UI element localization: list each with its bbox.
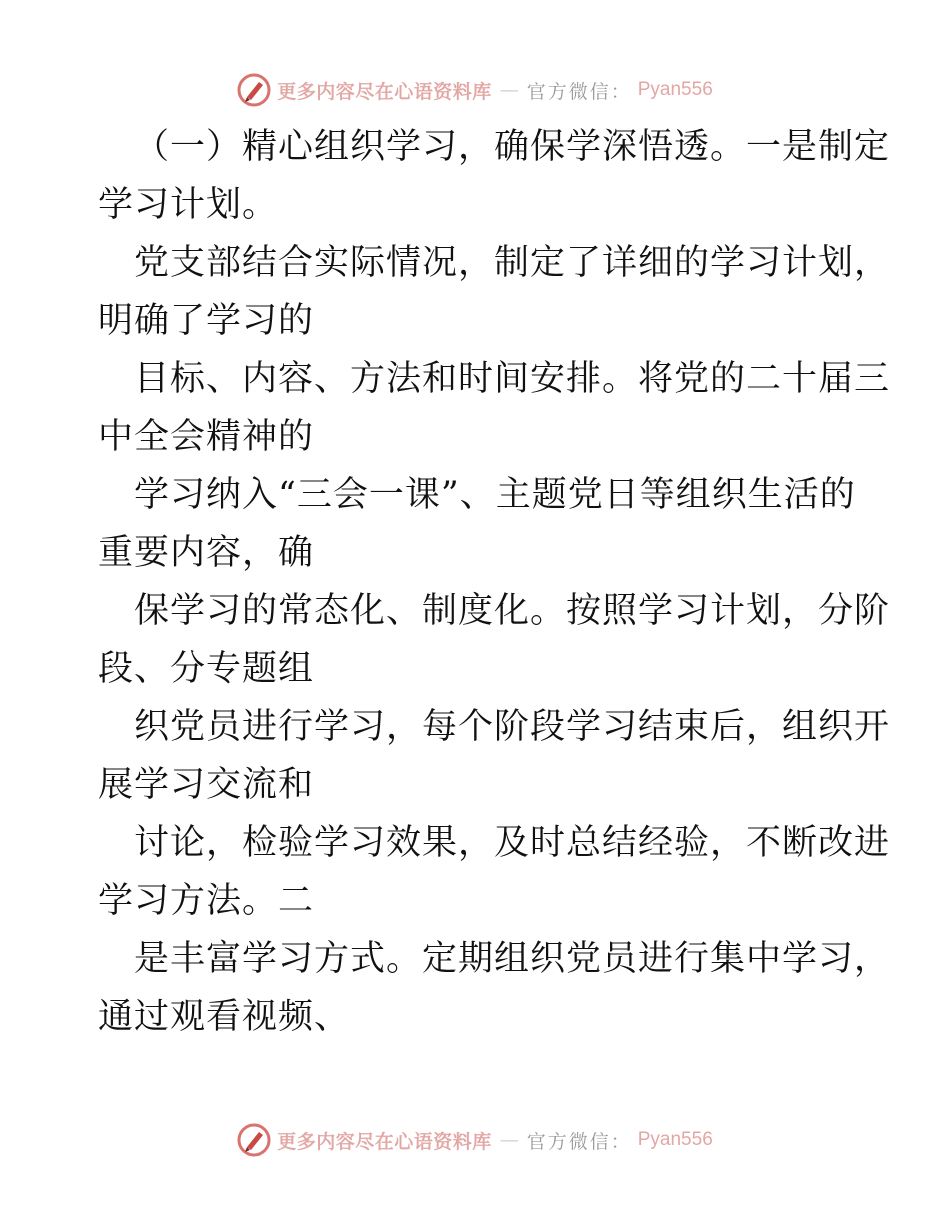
watermark-brand-text: 更多内容尽在心语资料库 [277,80,492,103]
watermark-separator: — [499,79,519,101]
watermark-wechat-id: Pyan556 [637,1129,713,1150]
text-line: 学习方法。二 [98,881,315,921]
watermark-wechat-id: Pyan556 [637,79,713,100]
text-line: （一）精心组织学习，确保学深悟透。一是制定 [134,127,891,167]
footer-watermark [0,1120,950,1160]
watermark-wechat-label: 官方微信： [526,1130,632,1153]
text-line: 织党员进行学习，每个阶段学习结束后，组织开 [134,707,891,747]
text-line: 重要内容，确 [98,533,315,573]
text-line: 通过观看视频、 [98,997,351,1037]
text-line: 是丰富学习方式。定期组织党员进行集中学习， [134,939,891,979]
pen-logo-icon [237,73,271,107]
pen-logo-icon [237,1123,271,1157]
text-line: 学习纳入“三会一课”、主题党日等组织生活的 [134,475,856,515]
text-line: 目标、内容、方法和时间安排。将党的二十届三 [134,359,891,399]
header-watermark [0,70,950,110]
text-line: 党支部结合实际情况，制定了详细的学习计划， [134,243,891,283]
text-line: 段、分专题组 [98,649,315,689]
text-line: 展学习交流和 [98,765,315,805]
text-line: 保学习的常态化、制度化。按照学习计划，分阶 [134,591,891,631]
text-line: 明确了学习的 [98,301,315,341]
text-line: 学习计划。 [98,185,279,225]
text-line: 中全会精神的 [98,417,315,457]
watermark-brand-text: 更多内容尽在心语资料库 [277,1130,492,1153]
text-line: 讨论，检验学习效果，及时总结经验，不断改进 [134,823,891,863]
watermark-separator: — [499,1129,519,1151]
watermark-wechat-label: 官方微信： [526,80,632,103]
